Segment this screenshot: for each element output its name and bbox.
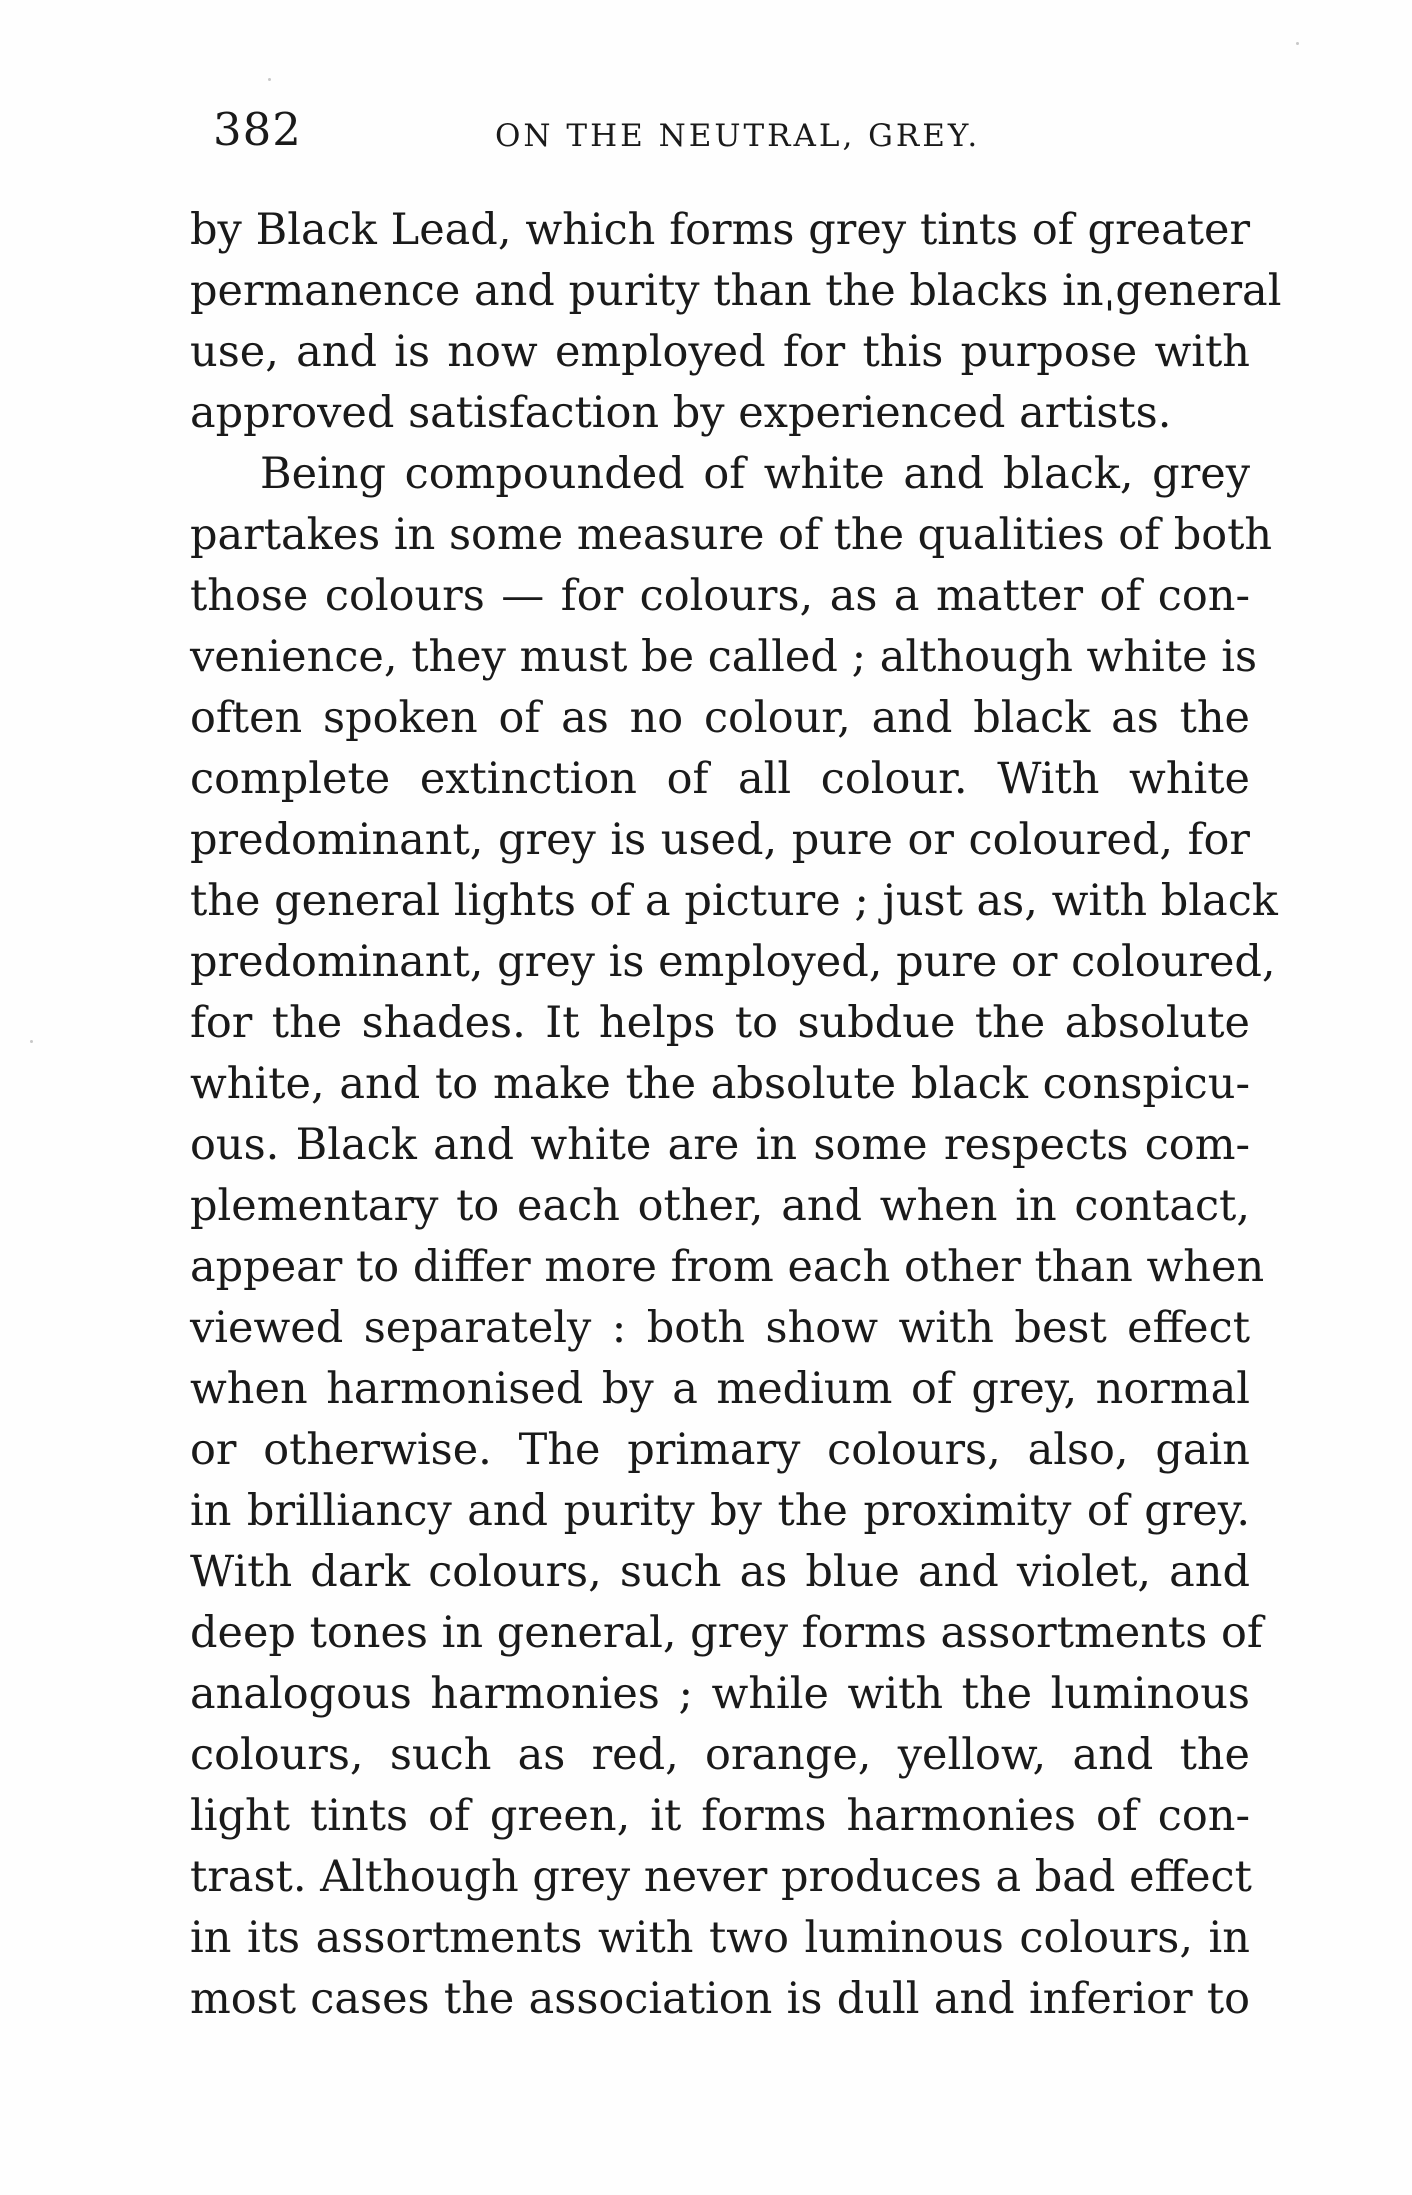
scan-speck: [1296, 42, 1299, 45]
text-line: those colours — for colours, as a matter of con-: [190, 571, 1250, 621]
text-line: Being compounded of white and black, grey: [260, 449, 1250, 499]
text-line: permanence and purity than the blacks inˌgeneral: [190, 266, 1282, 316]
body-text: [190, 200, 1282, 2030]
text-line: in its assortments with two luminous colours, in: [190, 1913, 1250, 1963]
page-number: 382: [213, 103, 302, 156]
text-line: appear to differ more from each other than when: [190, 1242, 1265, 1292]
text-line: trast. Although grey never produces a bad effect: [190, 1852, 1252, 1902]
text-line: venience, they must be called ; although white is: [190, 632, 1258, 682]
text-line: most cases the association is dull and inferior to: [190, 1974, 1250, 2024]
text-line: predominant, grey is used, pure or coloured, for: [190, 815, 1250, 865]
text-line: often spoken of as no colour, and black as the: [190, 693, 1250, 743]
text-line: With dark colours, such as blue and violet, and: [190, 1547, 1250, 1597]
text-line: ous. Black and white are in some respects com-: [190, 1120, 1250, 1170]
text-line: predominant, grey is employed, pure or coloured,: [190, 937, 1276, 987]
text-line: analogous harmonies ; while with the luminous: [190, 1669, 1250, 1719]
text-line: in brilliancy and purity by the proximity of grey.: [190, 1486, 1250, 1536]
text-line: deep tones in general, grey forms assortments of: [190, 1608, 1263, 1658]
text-line: when harmonised by a medium of grey, normal: [190, 1364, 1250, 1414]
text-line: white, and to make the absolute black conspicu-: [190, 1059, 1250, 1109]
text-line: light tints of green, it forms harmonies of con-: [190, 1791, 1250, 1841]
scan-speck: [30, 1040, 33, 1043]
text-line: plementary to each other, and when in contact,: [190, 1181, 1250, 1231]
text-line: or otherwise. The primary colours, also, gain: [190, 1425, 1250, 1475]
text-line: for the shades. It helps to subdue the absolute: [190, 998, 1250, 1048]
text-line: use, and is now employed for this purpose with: [190, 327, 1250, 377]
running-head: ON THE NEUTRAL, GREY.: [495, 118, 981, 154]
text-line: viewed separately : both show with best effect: [190, 1303, 1250, 1353]
text-line: colours, such as red, orange, yellow, and the: [190, 1730, 1250, 1780]
text-line: complete extinction of all colour. With white: [190, 754, 1250, 804]
text-line: partakes in some measure of the qualities of both: [190, 510, 1273, 560]
text-line: approved satisfaction by experienced artists.: [190, 388, 1172, 438]
text-line: by Black Lead, which forms grey tints of greater: [190, 205, 1250, 255]
text-line: the general lights of a picture ; just as, with black: [190, 876, 1278, 926]
scan-speck: [268, 78, 271, 81]
